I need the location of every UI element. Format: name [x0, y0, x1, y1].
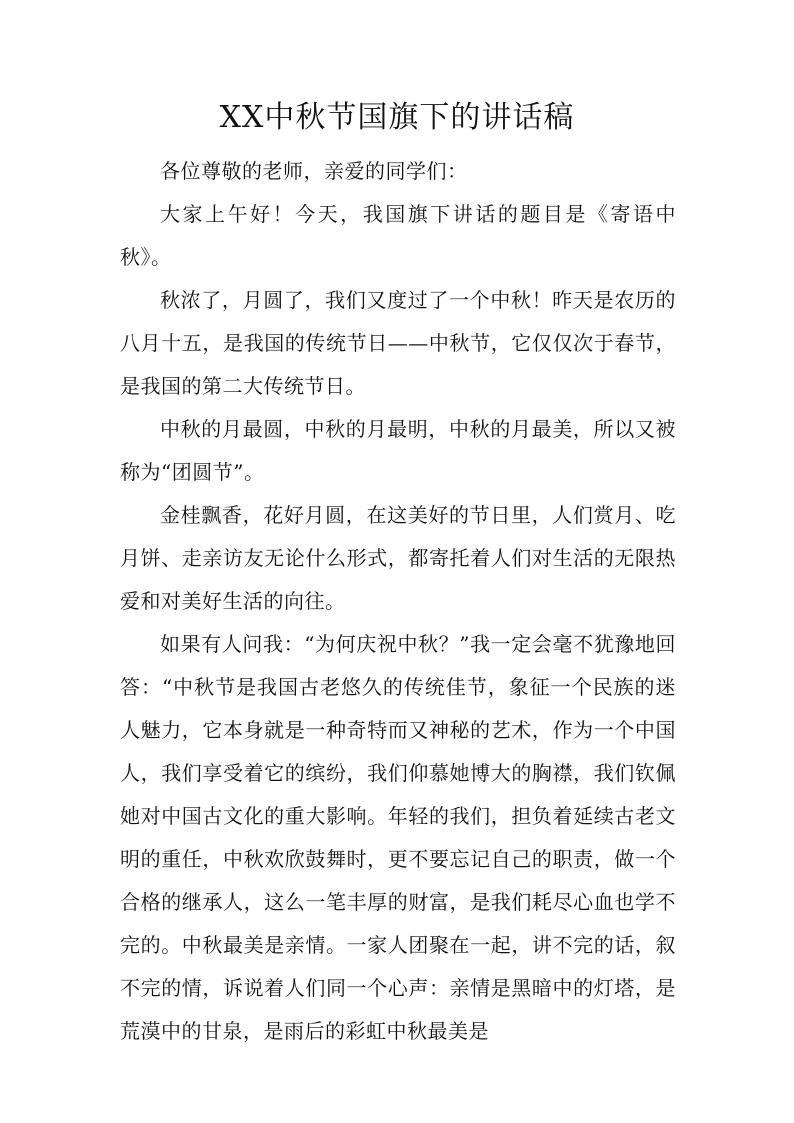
paragraph-customs: 金桂飘香，花好月圆，在这美好的节日里，人们赏月、吃月饼、走亲访友无论什么形式，都寄托着人们对生活的无限热爱和对美好生活的向往。: [120, 503, 676, 613]
paragraph-reunion-festival: 中秋的月最圆，中秋的月最明，中秋的月最美，所以又被称为“团圆节”。: [120, 417, 676, 484]
paragraph-greeting: 各位尊敬的老师，亲爱的同学们：: [160, 159, 468, 183]
paragraph-mid-autumn-festival: 秋浓了，月圆了，我们又度过了一个中秋！昨天是农历的八月十五，是我国的传统节日——中秋节，它仅仅次于春节，是我国的第二大传统节日。: [120, 288, 676, 398]
paragraph-why-celebrate: 如果有人问我：“为何庆祝中秋？”我一定会毫不犹豫地回答：“中秋节是我国古老悠久的传统佳节，象征一个民族的迷人魅力，它本身就是一种奇特而又神秘的艺术，作为一个中国人，我们享受着它的缤纷，我们仰慕她博大的胸襟，我们钦佩她对中国古文化的重大影响。年轻的我们，担负着延续古老文明的重任，中秋欢欣鼓舞时，更不要忘记自己的职责，做一个合格的继承人，这么一笔丰厚的财富，是我们耗尽心血也学不完的。中秋最美是亲情。一家人团聚在一起，讲不完的话，叙不完的情，诉说着人们同一个心声：亲情是黑暗中的灯塔，是荒漠中的甘泉，是雨后的彩虹中秋最美是: [120, 632, 676, 1043]
page-title: XX中秋节国旗下的讲话稿: [219, 100, 575, 135]
paragraph-intro: 大家上午好！今天，我国旗下讲话的题目是《寄语中秋》。: [120, 202, 676, 269]
document-body: [120, 150, 676, 1053]
